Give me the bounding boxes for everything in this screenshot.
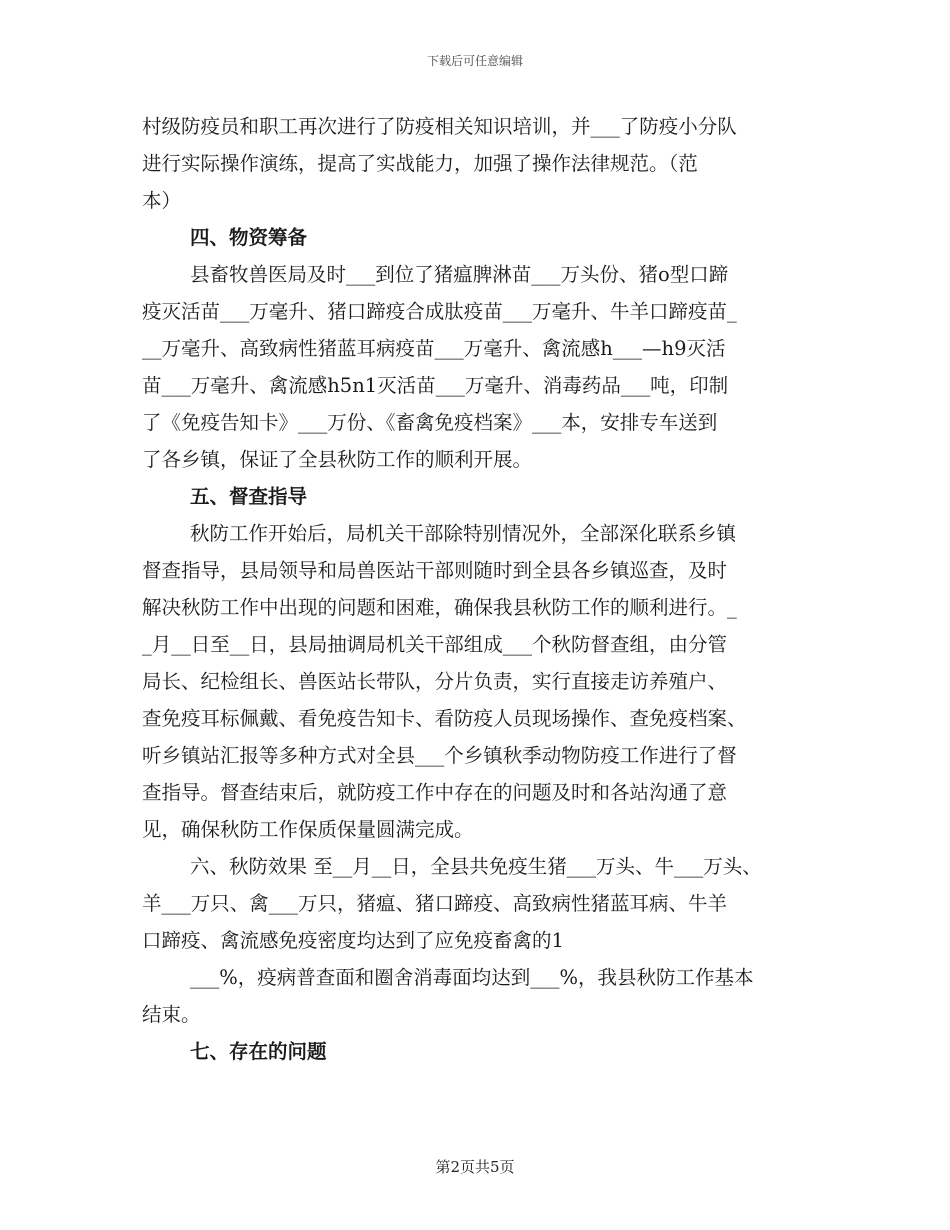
paragraph-line: 进行实际操作演练，提高了实战能力，加强了操作法律规范。（范 xyxy=(142,152,698,175)
section-heading: 四、物资筹备 xyxy=(190,226,308,249)
paragraph-line: 督查指导，县局领导和局兽医站干部则随时到全县各乡镇巡查，及时 xyxy=(142,559,728,582)
paragraph-line: 解决秋防工作中出现的问题和困难，确保我县秋防工作的顺利进行。_ xyxy=(142,596,737,619)
paragraph-line: 查免疫耳标佩戴、看免疫告知卡、看防疫人员现场操作、查免疫档案、 xyxy=(142,707,747,730)
paragraph-line: 疫灭活苗___万毫升、猪口蹄疫合成肽疫苗___万毫升、牛羊口蹄疫苗_ xyxy=(142,300,737,323)
paragraph-line: 见，确保秋防工作保质保量圆满完成。 xyxy=(142,818,474,841)
paragraph-line: 了《免疫告知卡》___万份、《畜禽免疫档案》___本，安排专车送到 xyxy=(142,411,718,434)
paragraph-line: _月__日至__日，县局抽调局机关干部组成___个秋防督查组，由分管 xyxy=(142,633,728,656)
paragraph-line: 秋防工作开始后，局机关干部除特别情况外，全部深化联系乡镇 xyxy=(190,522,737,545)
paragraph-line: 听乡镇站汇报等多种方式对全县___个乡镇秋季动物防疫工作进行了督 xyxy=(142,744,737,767)
paragraph-line: 局长、纪检组长、兽医站长带队，分片负责，实行直接走访养殖户、 xyxy=(142,670,728,693)
paragraph-line: 查指导。督查结束后，就防疫工作中存在的问题及时和各站沟通了意 xyxy=(142,781,728,804)
page-header: 下载后可任意编辑 xyxy=(426,54,523,68)
paragraph-line: 县畜牧兽医局及时___到位了猪瘟脾淋苗___万头份、猪o型口蹄 xyxy=(190,263,729,286)
document-body xyxy=(142,108,832,1070)
paragraph-line: 口蹄疫、禽流感免疫密度均达到了应免疫畜禽的1 xyxy=(142,929,564,952)
paragraph-line: 六、秋防效果 至__月__日，全县共免疫生猪___万头、牛___万头、 xyxy=(190,855,762,878)
paragraph-line: 羊___万只、禽___万只，猪瘟、猪口蹄疫、高致病性猪蓝耳病、牛羊 xyxy=(142,892,728,915)
paragraph-line: 苗___万毫升、禽流感h5n1灭活苗___万毫升、消毒药品___吨，印制 xyxy=(142,374,729,397)
paragraph-line: __万毫升、高致病性猪蓝耳病疫苗___万毫升、禽流感h___—h9灭活 xyxy=(142,337,726,360)
paragraph-line: 村级防疫员和职工再次进行了防疫相关知识培训，并___了防疫小分队 xyxy=(142,115,737,138)
section-heading: 七、存在的问题 xyxy=(190,1040,327,1063)
paragraph-line: 本） xyxy=(142,189,182,212)
paragraph-line: ___%，疫病普查面和圈舍消毒面均达到___%，我县秋防工作基本 xyxy=(190,966,754,989)
paragraph-line: 了各乡镇，保证了全县秋防工作的顺利开展。 xyxy=(142,448,533,471)
paragraph-line: 结束。 xyxy=(142,1003,201,1026)
section-heading: 五、督查指导 xyxy=(190,485,308,508)
page-number: 第2页共5页 xyxy=(435,1158,515,1176)
